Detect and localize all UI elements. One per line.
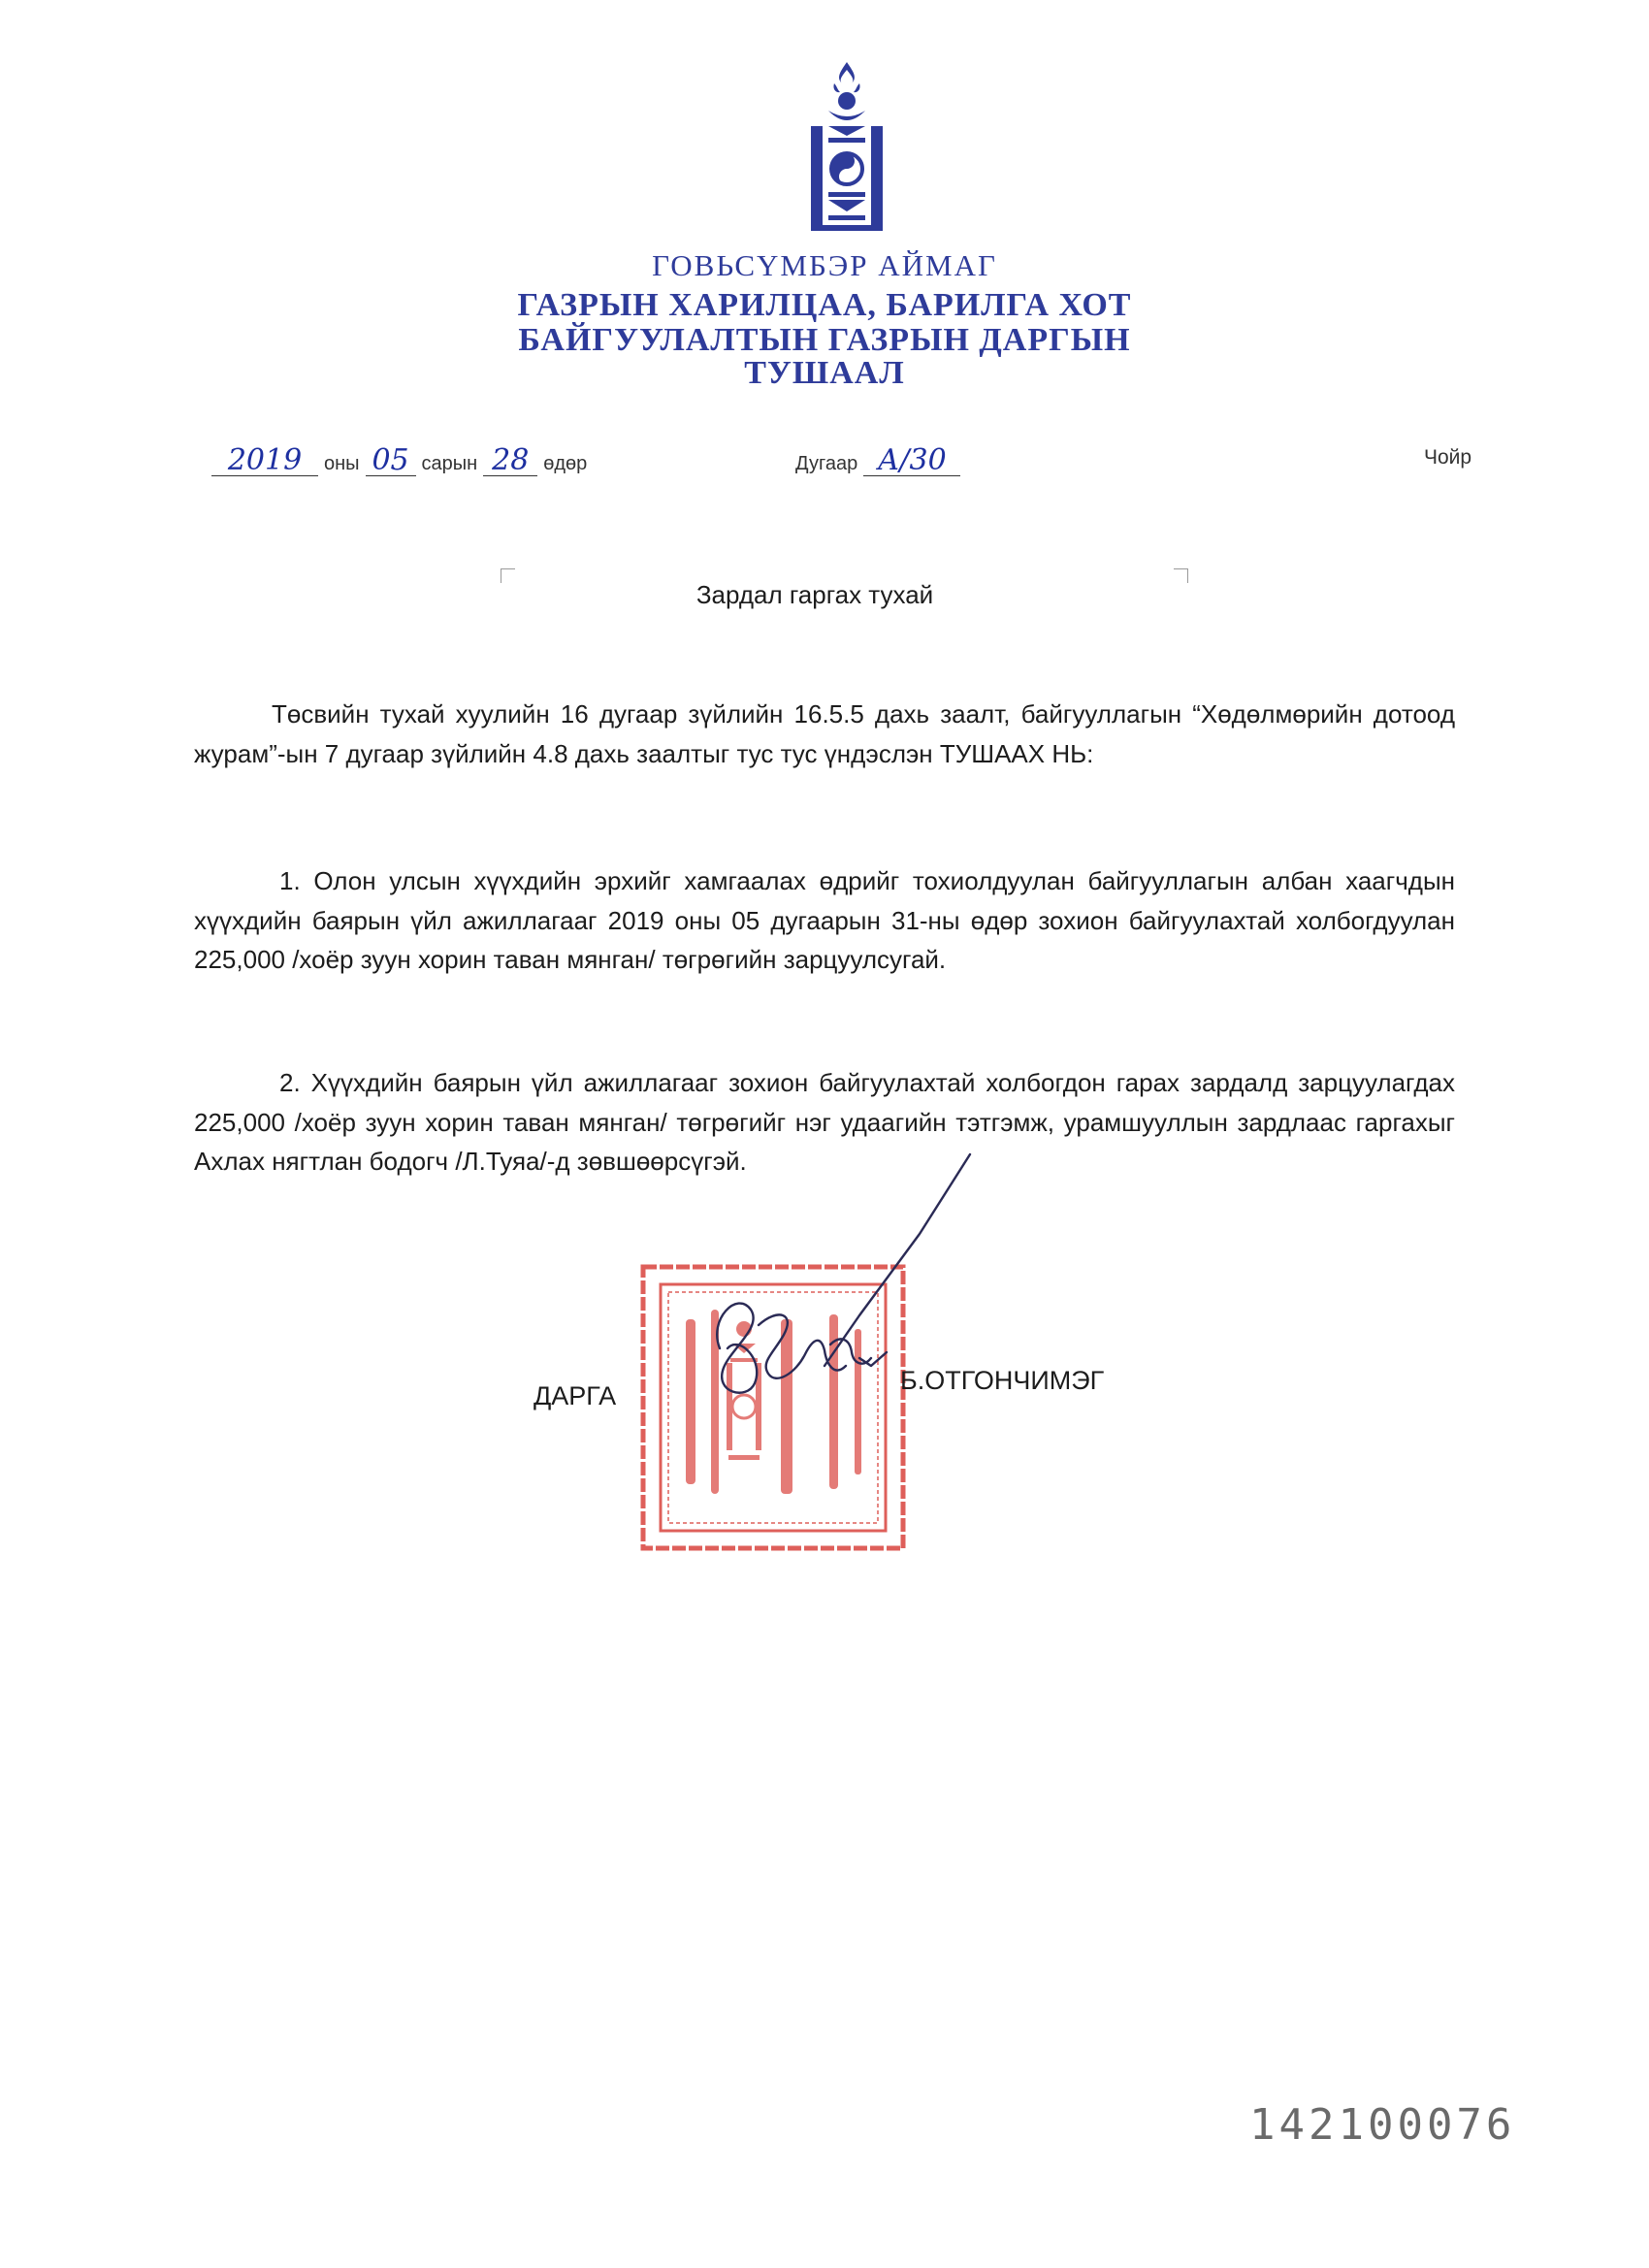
year-label: оны <box>324 453 360 474</box>
serial-number: 142100076 <box>1249 2100 1516 2150</box>
order-item-1: 1. Олон улсын хүүхдийн эрхийг хамгаалах өдрийг тохиолдуулан байгууллагын албан хаагчдын хүүхдийн баярын үйл ажиллагааг 2019 оны 05 дугаарын 31-ны өдөр зохион байгуулахтай холбогдуулан 225,000 /хоёр зуун хорин таван мянган/ төгрөгийн зарцуулсугай. <box>194 866 1455 974</box>
day-label: өдөр <box>543 453 588 474</box>
handwritten-signature-icon <box>669 1145 1018 1474</box>
place-name: Чойр <box>1424 446 1472 469</box>
header-aimag: ГОВЬСҮМБЭР АЙМАГ <box>652 248 997 282</box>
soyombo-emblem-icon <box>793 60 900 235</box>
document-type-title: ТУШААЛ <box>744 355 905 391</box>
signer-name: Б.ОТГОНЧИМЭГ <box>900 1366 1105 1395</box>
header-org-line1: ГАЗРЫН ХАРИЛЦАА, БАРИЛГА ХОТ <box>517 287 1132 323</box>
date-day: 28 <box>483 446 537 476</box>
date-year: 2019 <box>211 446 318 476</box>
order-item-2: 2. Хүүхдийн баярын үйл ажиллагааг зохион байгуулахтай холбогдон гарах зардалд зарцуулагдах 225,000 /хоёр зуун хорин таван мянган/ төгрөгийг нэг удаагийн тэтгэмж, урамшууллын зардлаас гаргахыг Ахлах нягтлан бодогч /Л.Туяа/-д зөвшөөрсүгэй. <box>194 1068 1455 1176</box>
number-field <box>790 443 960 477</box>
document-subject: Зардал гаргах тухай <box>695 580 934 609</box>
month-label: сарын <box>421 453 478 474</box>
header-org-line2: БАЙГУУЛАЛТЫН ГАЗРЫН ДАРГЫН <box>518 322 1131 358</box>
intro-paragraph: Төсвийн тухай хуулийн 16 дугаар зүйлийн 16.5.5 дахь заалт, байгууллагын “Хөдөлмөрийн дотоод журам”-ын 7 дугаар зүйлийн 4.8 дахь заалтыг тус тус үндэслэн ТУШААХ НЬ: <box>194 699 1455 768</box>
number-label: Дугаар <box>795 453 858 474</box>
date-month: 05 <box>366 446 416 476</box>
date-field <box>211 443 593 477</box>
document-number: А/30 <box>863 446 960 476</box>
signer-title: ДАРГА <box>534 1381 617 1410</box>
